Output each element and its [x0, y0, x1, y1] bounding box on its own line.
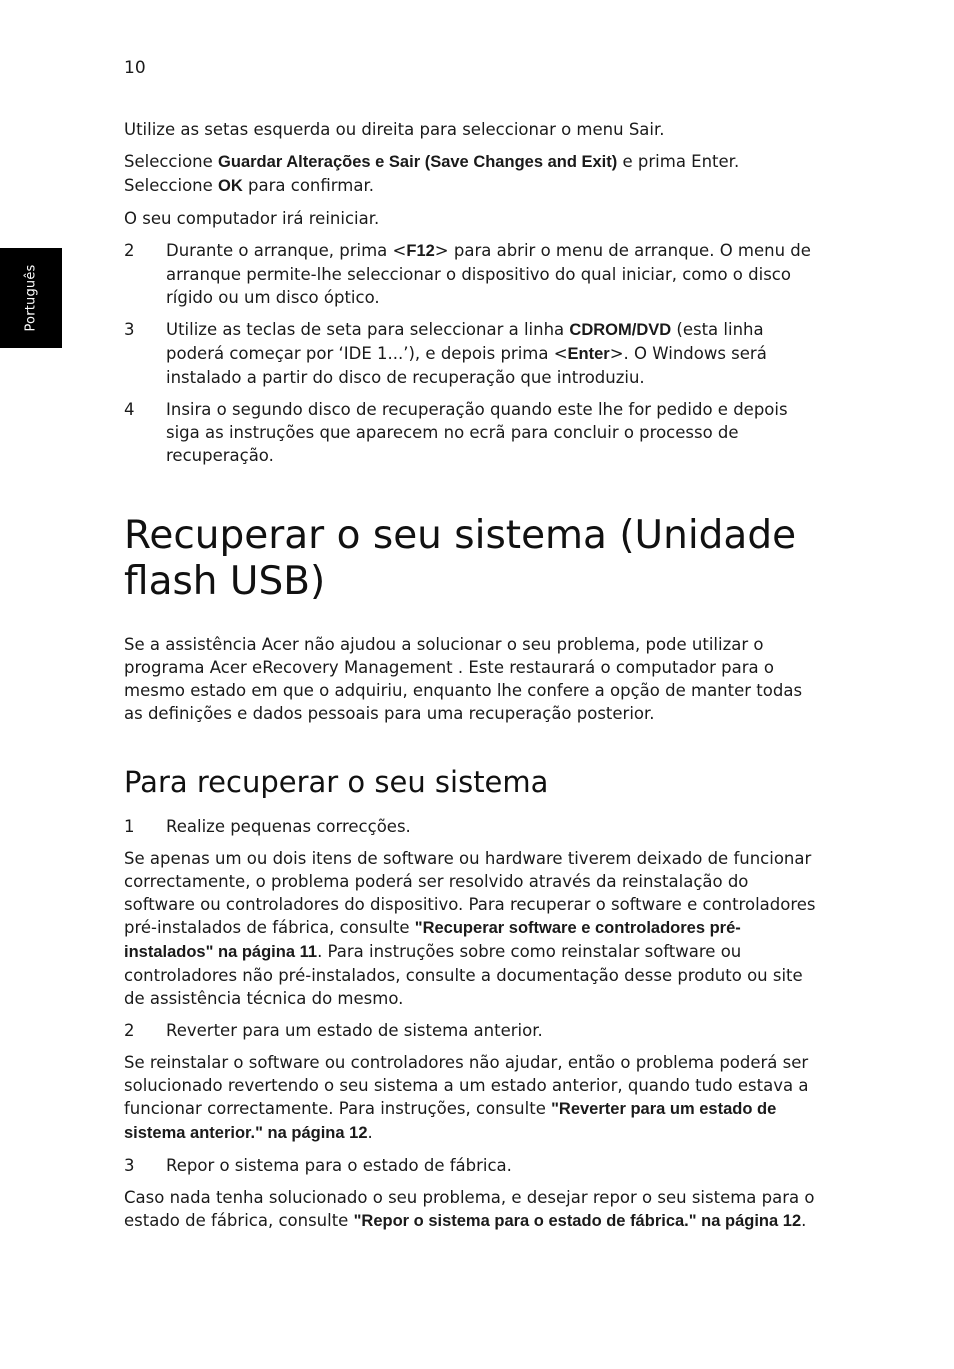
- text-run: Durante o arranque, prima <: [166, 241, 407, 260]
- step-3: [124, 318, 824, 389]
- recovery-paragraph-1: [124, 847, 824, 1010]
- text-run: para confirmar.: [242, 176, 374, 195]
- item-number: 2: [124, 1021, 135, 1040]
- item-text: Realize pequenas correcções.: [166, 817, 411, 836]
- cross-reference-link[interactable]: "Repor o sistema para o estado de fábrica." na página 12: [353, 1212, 802, 1230]
- step-number: 4: [124, 400, 135, 419]
- item-text: Reverter para um estado de sistema anterior.: [166, 1021, 543, 1040]
- step-text: [166, 239, 824, 309]
- key-enter: Enter: [567, 345, 610, 363]
- text-run: Utilize as teclas de seta para seleccionar a linha: [166, 320, 570, 339]
- intro-paragraph-1: Utilize as setas esquerda ou direita para seleccionar o menu Sair.: [124, 120, 665, 139]
- text-run: . Para instruções sobre como reinstalar software ou controladores não pré-instalados, consulte a documentação desse produto ou site de assistência técnica do mesmo.: [124, 942, 803, 1008]
- cdrom-dvd-option: CDROM/DVD: [569, 321, 672, 339]
- item-text: Repor o sistema para o estado de fábrica.: [166, 1156, 512, 1175]
- intro-paragraph-2: [124, 150, 824, 198]
- text-run: >. O Windows será instalado a partir do disco de recuperação que introduziu.: [166, 344, 767, 387]
- page-number: 10: [124, 58, 146, 78]
- text-run: (esta linha poderá começar por ‘IDE 1...’), e depois prima <: [166, 320, 764, 363]
- recovery-paragraph-2: [124, 1051, 824, 1145]
- recovery-item-1: [124, 815, 824, 838]
- intro-paragraph-3: O seu computador irá reiniciar.: [124, 209, 380, 228]
- key-f12: F12: [406, 242, 435, 260]
- recovery-item-2: [124, 1019, 824, 1042]
- text-run: Se apenas um ou dois itens de software ou hardware tiverem deixado de funcionar correctamente, o problema poderá ser resolvido através da reinstalação do software ou controladores do dispositivo. Para recuperar o software e controladores pré-instalados de fábrica, consulte: [124, 849, 816, 937]
- page-content: [124, 118, 824, 1242]
- text-run: .: [367, 1123, 373, 1142]
- recovery-paragraph-3: [124, 1186, 824, 1233]
- text-run: Seleccione: [124, 152, 219, 171]
- ok-option: OK: [218, 177, 243, 195]
- step-text: Insira o segundo disco de recuperação quando este lhe for pedido e depois siga as instruções que aparecem no ecrã para concluir o processo de recuperação.: [166, 400, 788, 465]
- text-run: Caso nada tenha solucionado o seu problema, e desejar repor o seu sistema para o estado de fábrica, consulte: [124, 1188, 815, 1230]
- section-intro-paragraph: Se a assistência Acer não ajudou a solucionar o seu problema, pode utilizar o programa Acer eRecovery Management . Este restaurará o computador para o mesmo estado em que o adquiriu, enquanto lhe confere a opção de manter todas as definições e dados pessoais para uma recuperação posterior.: [124, 635, 803, 723]
- text-run: > para abrir o menu de arranque. O menu de arranque permite-lhe seleccionar o dispositivo do qual iniciar, como o disco rígido ou um disco óptico.: [166, 241, 811, 307]
- step-2: [124, 239, 824, 309]
- save-exit-option: Guardar Alterações e Sair (Save Changes and Exit): [218, 153, 618, 171]
- subsection-heading: Para recuperar o seu sistema: [124, 765, 549, 799]
- text-run: Se reinstalar o software ou controladores não ajudar, então o problema poderá ser solucionado revertendo o seu sistema a um estado anterior, quando tudo estava a funcionar correctamente. Para instruções, consulte: [124, 1053, 809, 1118]
- language-side-tab-label: Português: [23, 264, 39, 332]
- language-side-tab: [0, 248, 62, 348]
- recovery-item-3: [124, 1154, 824, 1177]
- step-4: [124, 398, 824, 467]
- step-text: [166, 318, 824, 389]
- text-run: e prima Enter. Seleccione: [124, 152, 740, 195]
- step-number: 2: [124, 241, 135, 260]
- item-number: 3: [124, 1156, 135, 1175]
- section-heading: Recuperar o seu sistema (Unidade flash USB): [124, 513, 797, 604]
- cross-reference-link[interactable]: "Recuperar software e controladores pré-instalados" na página 11: [124, 919, 741, 961]
- step-number: 3: [124, 320, 135, 339]
- text-run: .: [801, 1211, 807, 1230]
- cross-reference-link[interactable]: "Reverter para um estado de sistema anterior." na página 12: [124, 1100, 777, 1142]
- item-number: 1: [124, 817, 135, 836]
